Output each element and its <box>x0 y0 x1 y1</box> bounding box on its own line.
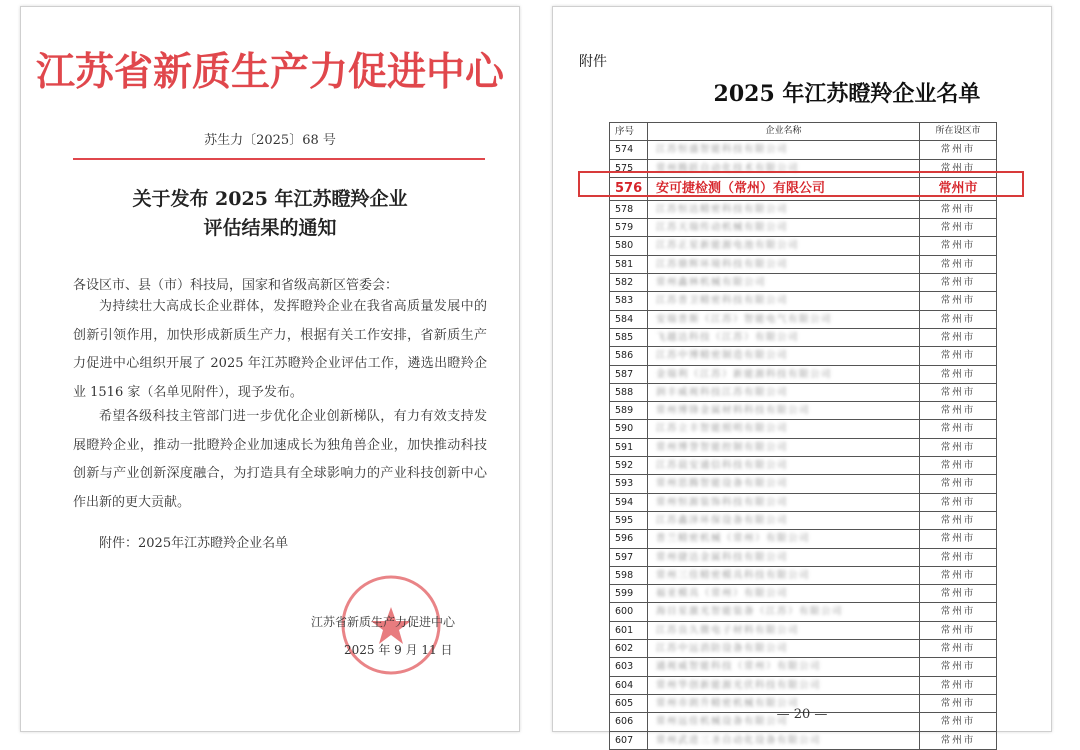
company-name <box>648 366 920 383</box>
company-name <box>648 292 920 309</box>
company-name <box>648 237 920 254</box>
table-row <box>610 493 996 511</box>
table-row <box>610 273 996 291</box>
city-name: 常州市 <box>940 514 976 526</box>
company-name-text: 江苏晨安通信科技有限公司 <box>656 460 789 472</box>
city-name: 常州市 <box>940 277 976 289</box>
table-row <box>610 236 996 254</box>
row-number: 590 <box>610 420 648 437</box>
row-number: 599 <box>610 585 648 602</box>
row-number: 584 <box>610 311 648 328</box>
company-name <box>648 732 920 749</box>
company-name-text: 常州华创新能源光伏科技有限公司 <box>656 679 822 691</box>
city-name: 常州市 <box>940 569 976 581</box>
company-name <box>648 658 920 675</box>
company-name-text: 通视威智能科技（常州）有限公司 <box>656 661 822 673</box>
table-row <box>610 383 996 401</box>
company-name-text: 江苏立丰智能照明有限公司 <box>656 423 789 435</box>
company-name <box>648 347 920 364</box>
company-name-text: 常州市朗升精密机械有限公司 <box>656 697 800 709</box>
table-row <box>610 346 996 364</box>
title-line-1: 关于发布 2025 年江苏瞪羚企业 <box>132 188 408 210</box>
city-name: 常州市 <box>940 222 976 234</box>
table-row <box>610 548 996 566</box>
issue-date: 2025 年 9 月 11 日 <box>344 643 453 657</box>
enterprise-table <box>609 122 997 750</box>
table-row <box>610 602 996 620</box>
city-name: 常州市 <box>940 144 976 156</box>
notice-page <box>20 6 520 732</box>
city-name: 常州市 <box>940 697 976 709</box>
page-number: — 20 — <box>776 707 828 722</box>
title-line-2: 评估结果的通知 <box>203 217 337 239</box>
row-number: 582 <box>610 274 648 291</box>
company-name <box>648 512 920 529</box>
attachment-page <box>552 6 1052 746</box>
table-row <box>610 401 996 419</box>
row-number: 579 <box>610 219 648 236</box>
header-cell-name: 企业名称 <box>648 123 920 140</box>
row-number: 578 <box>610 201 648 218</box>
company-name-text: 普兰精密机械（常州）有限公司 <box>656 533 811 545</box>
table-row <box>610 438 996 456</box>
city-name: 常州市 <box>940 533 976 545</box>
row-number: 576 <box>610 178 648 200</box>
table-row <box>610 621 996 639</box>
company-name-text: 常州鑫林机械有限公司 <box>656 277 767 289</box>
attachment-label: 附件 <box>579 54 607 70</box>
city-name: 常州市 <box>940 661 976 673</box>
company-name-text: 常州博锋金属材料科技有限公司 <box>656 405 811 417</box>
company-name-text: 金瑞利（江苏）新能源科技有限公司 <box>656 368 833 380</box>
city-name: 常州市 <box>940 350 976 362</box>
company-name <box>648 219 920 236</box>
row-number: 586 <box>610 347 648 364</box>
row-number: 587 <box>610 366 648 383</box>
company-name <box>648 420 920 437</box>
company-name-text: 江苏正星新能源电池有限公司 <box>656 240 800 252</box>
table-row <box>610 328 996 346</box>
row-number: 585 <box>610 329 648 346</box>
city-name: 常州市 <box>940 405 976 417</box>
row-number: 594 <box>610 494 648 511</box>
company-name <box>648 439 920 456</box>
city-name: 常州市 <box>940 295 976 307</box>
company-name <box>648 585 920 602</box>
company-name-text: 江苏天瑞传动机械有限公司 <box>656 222 789 234</box>
company-name-text: 常州思腾智能设备有限公司 <box>656 478 789 490</box>
header-cell-city: 所在设区市 <box>935 126 981 136</box>
company-name-text: 润丰威视科技江苏有限公司 <box>656 386 789 398</box>
company-name-text: 常州远佳机械设备有限公司 <box>656 716 789 728</box>
list-title: 2025 年江苏瞪羚企业名单 <box>713 81 981 107</box>
city-name: 常州市 <box>940 643 976 655</box>
city-name: 常州市 <box>940 624 976 636</box>
company-name-text: 常州腾跃自动化技术有限公司 <box>656 162 800 174</box>
city-name: 常州市 <box>940 606 976 618</box>
body-paragraph-2: 希望各级科技主管部门进一步优化企业创新梯队，有力有效支持发展瞪羚企业，推动一批瞪羚企业加速成长为独角兽企业，加快推动科技创新与产业创新深度融合，为打造具有全球影响力的产业科技创新中心作出新的更大贡献。 <box>73 409 487 510</box>
company-name <box>648 530 920 547</box>
company-name <box>648 603 920 620</box>
table-row <box>610 511 996 529</box>
company-name <box>648 640 920 657</box>
company-name-text: 常州博誉智能控制有限公司 <box>656 441 789 453</box>
row-number: 607 <box>610 732 648 749</box>
highlight-box <box>578 171 1024 197</box>
table-row <box>610 566 996 584</box>
table-row <box>610 676 996 694</box>
company-name <box>648 494 920 511</box>
city-name: 常州市 <box>940 496 976 508</box>
company-name-text: 安瑞普斯（江苏）智能电气有限公司 <box>656 313 833 325</box>
row-number: 606 <box>610 713 648 730</box>
company-name <box>648 475 920 492</box>
table-row <box>610 639 996 657</box>
table-row <box>610 657 996 675</box>
document-title <box>21 185 519 243</box>
row-number: 604 <box>610 677 648 694</box>
row-number: 603 <box>610 658 648 675</box>
city-name: 常州市 <box>940 588 976 600</box>
city-name: 常州市 <box>938 180 978 196</box>
company-name-text: 江苏中博精密制造有限公司 <box>656 350 789 362</box>
row-number: 598 <box>610 567 648 584</box>
company-name-text: 江苏鑫泽环保设备有限公司 <box>656 514 789 526</box>
row-number: 605 <box>610 695 648 712</box>
company-name-text: 江苏恒盛智能科技有限公司 <box>656 144 789 156</box>
company-name <box>648 274 920 291</box>
row-number: 583 <box>610 292 648 309</box>
table-row <box>610 365 996 383</box>
city-name: 常州市 <box>940 203 976 215</box>
company-name <box>648 549 920 566</box>
header-divider <box>73 158 485 160</box>
table-row <box>610 218 996 236</box>
company-name <box>648 384 920 401</box>
city-name: 常州市 <box>940 441 976 453</box>
table-row <box>610 584 996 602</box>
row-number: 588 <box>610 384 648 401</box>
company-name-text: 常州三佳精密模具科技有限公司 <box>656 569 811 581</box>
city-name: 常州市 <box>940 478 976 490</box>
table-row <box>610 474 996 492</box>
city-name: 常州市 <box>940 258 976 270</box>
company-name-text: 江苏鼎辉环境科技有限公司 <box>656 258 789 270</box>
row-number: 592 <box>610 457 648 474</box>
company-name-text: 江苏恒达精密科技有限公司 <box>656 203 789 215</box>
document-number: 苏生力〔2025〕68 号 <box>204 133 336 148</box>
table-row <box>610 140 996 158</box>
company-name-text: 福亚模具（常州）有限公司 <box>656 588 789 600</box>
row-number: 574 <box>610 141 648 158</box>
row-number: 575 <box>610 160 648 177</box>
row-number: 601 <box>610 622 648 639</box>
company-name <box>648 141 920 158</box>
table-row <box>610 200 996 218</box>
city-name: 常州市 <box>940 734 976 746</box>
table-row <box>610 419 996 437</box>
city-name: 常州市 <box>940 240 976 252</box>
table-row <box>610 291 996 309</box>
company-name-text: 常州武进三圣自动化设备有限公司 <box>656 734 822 746</box>
issuer-name: 江苏省新质生产力促进中心 <box>311 615 456 629</box>
org-header: 江苏省新质生产力促进中心 <box>35 49 504 95</box>
company-name <box>648 311 920 328</box>
company-name <box>648 677 920 694</box>
company-name-text: 常州恒源装饰科技有限公司 <box>656 496 789 508</box>
row-number: 589 <box>610 402 648 419</box>
company-name <box>648 457 920 474</box>
row-number: 593 <box>610 475 648 492</box>
company-name-text: 飞越达科技（江苏）有限公司 <box>656 331 800 343</box>
row-number: 596 <box>610 530 648 547</box>
company-name: 安可捷检测（常州）有限公司 <box>648 178 920 200</box>
table-row <box>610 255 996 273</box>
company-name <box>648 201 920 218</box>
header-cell-number: 序号 <box>610 123 648 140</box>
table-row <box>610 310 996 328</box>
row-number: 602 <box>610 640 648 657</box>
city-name: 常州市 <box>940 460 976 472</box>
company-name-text: 江苏良久微电子材料有限公司 <box>656 624 800 636</box>
city-name: 常州市 <box>940 679 976 691</box>
row-number: 581 <box>610 256 648 273</box>
body-paragraph-1: 为持续壮大高成长企业群体，发挥瞪羚企业在我省高质量发展中的创新引领作用，加快形成新质生产力，根据有关工作安排，省新质生产力促进中心组织开展了 2025 年江苏瞪羚企业评估工作，遴选出瞪羚企业 1516 家（名单见附件），现予发布。 <box>73 299 487 400</box>
table-row <box>610 731 996 749</box>
row-number: 600 <box>610 603 648 620</box>
company-name-text: 常州捷达金属科技有限公司 <box>656 551 789 563</box>
city-name: 常州市 <box>940 551 976 563</box>
city-name: 常州市 <box>940 162 976 174</box>
row-number: 597 <box>610 549 648 566</box>
salutation: 各设区市、县（市）科技局，国家和省级高新区管委会： <box>73 278 399 293</box>
city-name: 常州市 <box>940 368 976 380</box>
company-name <box>648 402 920 419</box>
city-name: 常州市 <box>940 423 976 435</box>
company-name <box>648 256 920 273</box>
table-row <box>610 529 996 547</box>
city-name: 常州市 <box>940 716 976 728</box>
company-name-text: 江苏普卫精密科技有限公司 <box>656 295 789 307</box>
city-name: 常州市 <box>940 313 976 325</box>
company-name-text: 海目星激光智能装备（江苏）有限公司 <box>656 606 844 618</box>
table-row <box>610 456 996 474</box>
company-name <box>648 567 920 584</box>
attachment-note: 附件：2025年江苏瞪羚企业名单 <box>99 536 289 551</box>
company-name-text: 江苏中远消防设备有限公司 <box>656 643 789 655</box>
city-name: 常州市 <box>940 331 976 343</box>
company-name <box>648 622 920 639</box>
company-name <box>648 329 920 346</box>
row-number: 595 <box>610 512 648 529</box>
row-number: 580 <box>610 237 648 254</box>
city-name: 常州市 <box>940 386 976 398</box>
table-header-row <box>610 123 996 140</box>
row-number: 591 <box>610 439 648 456</box>
